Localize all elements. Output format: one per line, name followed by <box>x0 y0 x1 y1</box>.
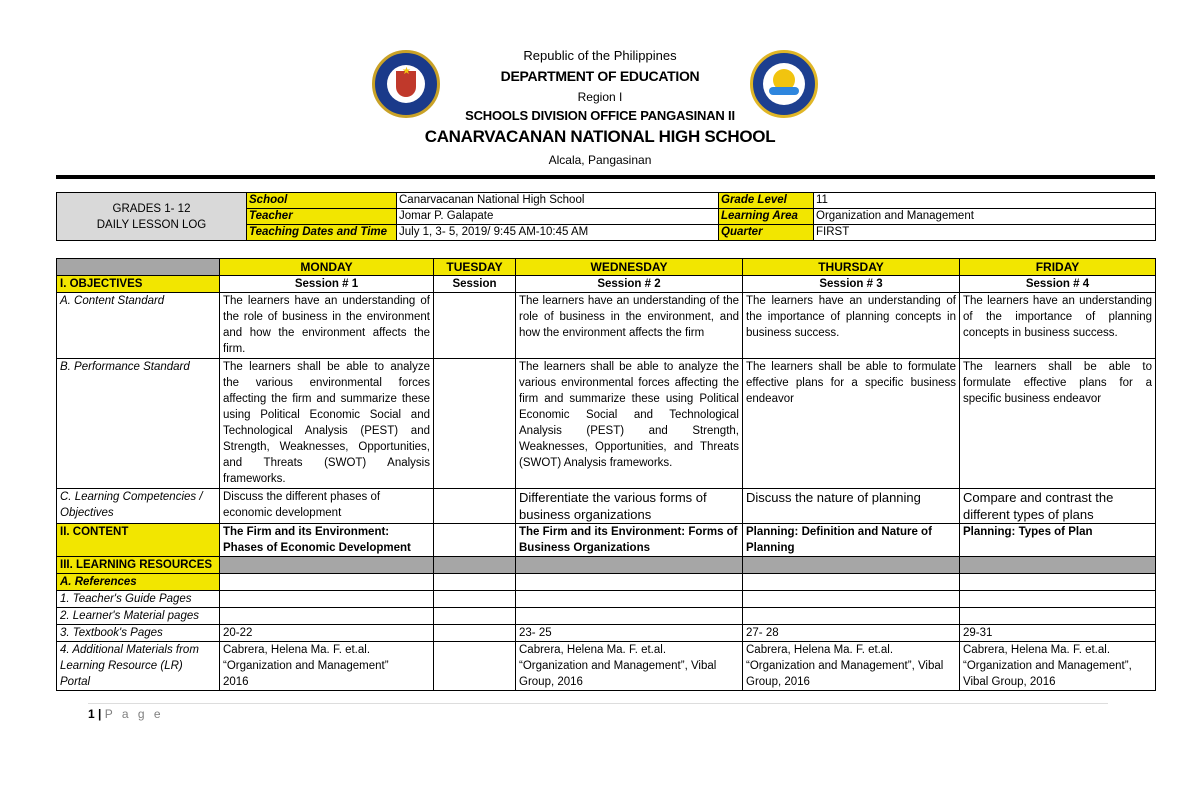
page-word: P a g e <box>104 707 164 721</box>
content-thursday-line1: Planning: Definition and Nature of <box>746 526 932 538</box>
performance-standard-label: B. Performance Standard <box>57 359 220 489</box>
day-thursday: THURSDAY <box>743 259 960 276</box>
competencies-monday: Discuss the different phases of economic development <box>220 489 434 524</box>
session-friday: Session # 4 <box>960 276 1156 293</box>
learners-material-friday <box>960 608 1156 625</box>
header-divider <box>56 175 1155 179</box>
performance-standard-row <box>57 359 1156 489</box>
school-name: CANARVACANAN NATIONAL HIGH SCHOOL <box>424 127 776 146</box>
performance-standard-thursday: The learners shall be able to formulate effective plans for a specific business endeavor <box>743 359 960 489</box>
content-thursday <box>743 524 960 557</box>
additional-thursday-line2: “Organization and Management”, Vibal <box>746 660 944 672</box>
content-standard-row <box>57 293 1156 359</box>
content-standard-thursday: The learners have an understanding of the importance of planning concepts in business success. <box>743 293 960 359</box>
competencies-label: C. Learning Competencies / Objectives <box>57 489 220 524</box>
grade-level-label: Grade Level <box>719 193 814 209</box>
day-wednesday: WEDNESDAY <box>516 259 743 276</box>
division-line: SCHOOLS DIVISION OFFICE PANGASINAN II <box>465 108 735 123</box>
textbook-row <box>57 625 1156 642</box>
teachers-guide-row <box>57 591 1156 608</box>
learners-material-row <box>57 608 1156 625</box>
lesson-info-table <box>56 192 1156 241</box>
learning-area-value: Organization and Management <box>814 209 1156 225</box>
content-standard-friday: The learners have an understanding of the importance of planning concepts in business success. <box>960 293 1156 359</box>
quarter-value: FIRST <box>814 225 1156 241</box>
lr-band-monday <box>220 557 434 574</box>
page-separator: | <box>98 707 102 721</box>
content-wednesday <box>516 524 743 557</box>
content-standard-tuesday <box>434 293 516 359</box>
page-footer <box>88 707 164 721</box>
content-monday-line1: The Firm and its Environment: <box>223 526 390 538</box>
department-line: DEPARTMENT OF EDUCATION <box>500 68 700 84</box>
additional-label-line2: Learning Resource (LR) <box>60 660 183 672</box>
additional-thursday <box>743 642 960 691</box>
school-label: School <box>247 193 397 209</box>
days-corner-cell <box>57 259 220 276</box>
grade-level-value: 11 <box>814 193 1156 209</box>
page-number: 1 <box>88 707 95 721</box>
teachers-guide-tuesday <box>434 591 516 608</box>
content-thursday-line2: Planning <box>746 542 795 554</box>
additional-thursday-line3: Group, 2016 <box>746 676 810 688</box>
dll-label: DAILY LESSON LOG <box>96 218 207 231</box>
additional-friday <box>960 642 1156 691</box>
content-row <box>57 524 1156 557</box>
additional-label-line1: 4. Additional Materials from <box>60 644 199 656</box>
additional-tuesday <box>434 642 516 691</box>
references-thursday <box>743 574 960 591</box>
content-wednesday-line1: The Firm and its Environment: Forms of <box>519 526 738 538</box>
learners-material-tuesday <box>434 608 516 625</box>
session-wednesday: Session # 2 <box>516 276 743 293</box>
session-monday: Session # 1 <box>220 276 434 293</box>
grades-label: GRADES 1- 12 <box>112 202 191 215</box>
deped-seal-logo: ★ <box>372 50 440 118</box>
grades-cell <box>57 193 247 241</box>
republic-line: Republic of the Philippines <box>523 48 677 63</box>
additional-monday-line2: “Organization and Management” <box>223 660 389 672</box>
lr-band-tuesday <box>434 557 516 574</box>
learners-material-thursday <box>743 608 960 625</box>
days-row <box>57 259 1156 276</box>
lesson-log-table <box>56 258 1156 691</box>
competencies-thursday: Discuss the nature of planning <box>743 489 960 524</box>
performance-standard-friday: The learners shall be able to formulate effective plans for a specific business endeavor <box>960 359 1156 489</box>
references-heading: A. References <box>57 574 220 591</box>
references-row <box>57 574 1156 591</box>
additional-wednesday-line3: Group, 2016 <box>519 676 583 688</box>
references-friday <box>960 574 1156 591</box>
additional-label-line3: Portal <box>60 676 91 688</box>
school-location: Alcala, Pangasinan <box>548 153 652 167</box>
textbook-wednesday: 23- 25 <box>516 625 743 642</box>
learners-material-wednesday <box>516 608 743 625</box>
day-monday: MONDAY <box>220 259 434 276</box>
dates-label: Teaching Dates and Time <box>247 225 397 241</box>
region-line: Region I <box>577 90 623 104</box>
content-standard-label: A. Content Standard <box>57 293 220 359</box>
teacher-value: Jomar P. Galapate <box>397 209 719 225</box>
additional-monday-line3: 2016 <box>223 676 249 688</box>
content-monday <box>220 524 434 557</box>
references-tuesday <box>434 574 516 591</box>
content-wednesday-line2: Business Organizations <box>519 542 651 554</box>
session-thursday: Session # 3 <box>743 276 960 293</box>
additional-thursday-line1: Cabrera, Helena Ma. F. et.al. <box>746 644 894 656</box>
additional-monday <box>220 642 434 691</box>
references-monday <box>220 574 434 591</box>
additional-wednesday-line1: Cabrera, Helena Ma. F. et.al. <box>519 644 667 656</box>
learners-material-monday <box>220 608 434 625</box>
competencies-friday: Compare and contrast the different types of plans <box>960 489 1156 524</box>
textbook-tuesday <box>434 625 516 642</box>
textbook-monday: 20-22 <box>220 625 434 642</box>
learning-resources-heading: III. LEARNING RESOURCES <box>57 557 220 574</box>
day-friday: FRIDAY <box>960 259 1156 276</box>
content-friday: Planning: Types of Plan <box>960 524 1156 557</box>
additional-friday-line2: “Organization and Management”, <box>963 660 1132 672</box>
competencies-tuesday <box>434 489 516 524</box>
references-wednesday <box>516 574 743 591</box>
additional-materials-row <box>57 642 1156 691</box>
lr-band-friday <box>960 557 1156 574</box>
performance-standard-tuesday <box>434 359 516 489</box>
objectives-row <box>57 276 1156 293</box>
dates-value: July 1, 3- 5, 2019/ 9:45 AM-10:45 AM <box>397 225 719 241</box>
lr-band-wednesday <box>516 557 743 574</box>
content-heading: II. CONTENT <box>57 524 220 557</box>
additional-monday-line1: Cabrera, Helena Ma. F. et.al. <box>223 644 371 656</box>
learning-resources-row <box>57 557 1156 574</box>
textbook-friday: 29-31 <box>960 625 1156 642</box>
content-standard-monday: The learners have an understanding of the role of business in the environment and how the environment affects the firm. <box>220 293 434 359</box>
session-tuesday: Session <box>434 276 516 293</box>
textbook-thursday: 27- 28 <box>743 625 960 642</box>
footer-divider <box>88 703 1108 704</box>
competencies-wednesday: Differentiate the various forms of business organizations <box>516 489 743 524</box>
teachers-guide-wednesday <box>516 591 743 608</box>
teachers-guide-label: 1. Teacher's Guide Pages <box>57 591 220 608</box>
additional-friday-line1: Cabrera, Helena Ma. F. et.al. <box>963 644 1111 656</box>
quarter-label: Quarter <box>719 225 814 241</box>
teachers-guide-monday <box>220 591 434 608</box>
teachers-guide-thursday <box>743 591 960 608</box>
performance-standard-monday: The learners shall be able to analyze the various environmental forces affecting the firm and summarize these using Political Economic Social and Technological Analysis (PEST) and Strength, Weaknesses, Opportunities, and Threats (SWOT) Analysis frameworks. <box>220 359 434 489</box>
lr-band-thursday <box>743 557 960 574</box>
teachers-guide-friday <box>960 591 1156 608</box>
additional-wednesday <box>516 642 743 691</box>
day-tuesday: TUESDAY <box>434 259 516 276</box>
teacher-label: Teacher <box>247 209 397 225</box>
content-standard-wednesday: The learners have an understanding of the role of business in the environment, and how the environment affects the firm <box>516 293 743 359</box>
performance-standard-wednesday: The learners shall be able to analyze the various environmental forces affecting the firm and summarize these using Political Economic Social and Technological Analysis (PEST) and Strength, Weaknesses, Opportunities, and Threats (SWOT) Analysis frameworks. <box>516 359 743 489</box>
additional-friday-line3: Vibal Group, 2016 <box>963 676 1056 688</box>
competencies-row <box>57 489 1156 524</box>
learning-area-label: Learning Area <box>719 209 814 225</box>
objectives-heading: I. OBJECTIVES <box>57 276 220 293</box>
additional-materials-label <box>57 642 220 691</box>
school-value: Canarvacanan National High School <box>397 193 719 209</box>
learners-material-label: 2. Learner's Material pages <box>57 608 220 625</box>
additional-wednesday-line2: “Organization and Management”, Vibal <box>519 660 717 672</box>
content-tuesday <box>434 524 516 557</box>
textbook-label: 3. Textbook's Pages <box>57 625 220 642</box>
content-monday-line2: Phases of Economic Development <box>223 542 411 554</box>
